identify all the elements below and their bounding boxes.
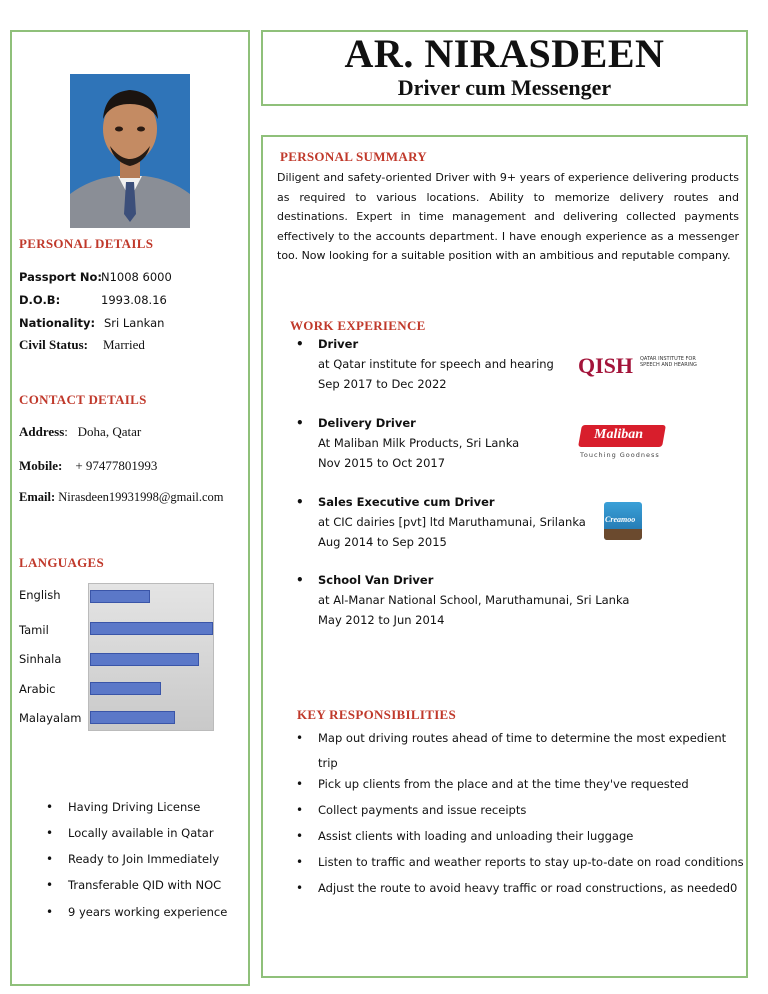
passport-value: N1008 6000 (101, 270, 172, 284)
extra-item: • Ready to Join Immediately (68, 852, 219, 866)
civil-status-label: Civil Status: (19, 337, 88, 352)
creamoo-logo (604, 502, 642, 540)
creamoo-logo-bottom (604, 529, 642, 540)
profile-photo (70, 74, 190, 228)
language-bar-english (90, 590, 150, 603)
extra-item: • 9 years working experience (68, 905, 227, 919)
responsibility-item: • Listen to traffic and weather reports to stay up-to-date on road conditions (318, 855, 744, 869)
civil-status-value: Married (103, 337, 145, 352)
responsibility-item: • Collect payments and issue receipts (318, 803, 526, 817)
extra-item: • Locally available in Qatar (68, 826, 214, 840)
maliban-logo-text: Maliban (594, 427, 644, 442)
summary-text: Diligent and safety-oriented Driver with 9+ years of experience delivering products as required to various locations. Ability to memorize delivery routes and destinations. Expert in time management and delivering collected payments effectively to the accounts department. I have enough experience as a messenger too. Now looking for a suitable position with an ambitious and reputable company. (277, 171, 739, 262)
language-bar-malayalam (90, 711, 175, 724)
contact-details-heading: CONTACT DETAILS (19, 392, 147, 407)
job-place: At Maliban Milk Products, Sri Lanka (318, 436, 520, 450)
job-title: • School Van Driver (318, 573, 433, 587)
passport-label: Passport No: (19, 270, 102, 284)
dob-label: D.O.B: (19, 293, 61, 307)
job-title: • Sales Executive cum Driver (318, 495, 495, 509)
responsibility-item: • Adjust the route to avoid heavy traffic or road constructions, as needed0 (318, 881, 737, 895)
language-label-arabic: Arabic (19, 682, 56, 696)
job-place: at CIC dairies [pvt] ltd Maruthamunai, Srilanka (318, 515, 586, 529)
responsibility-item: • Assist clients with loading and unloading their luggage (318, 829, 633, 843)
language-bar-arabic (90, 682, 161, 695)
email-value[interactable]: Nirasdeen19931998@gmail.com (58, 490, 224, 504)
job-title: • Delivery Driver (318, 416, 416, 430)
person-silhouette-icon (70, 74, 190, 228)
work-experience-heading: WORK EXPERIENCE (290, 318, 426, 333)
email-label: Email: (19, 490, 56, 504)
language-label-sinhala: Sinhala (19, 652, 62, 666)
address-label: Address (19, 424, 65, 439)
job-place: at Qatar institute for speech and hearing (318, 357, 554, 371)
extra-item: • Having Driving License (68, 800, 200, 814)
language-bar-tamil (90, 622, 213, 635)
job-dates: Aug 2014 to Sep 2015 (318, 535, 447, 549)
qish-logo-subtext: QATAR INSTITUTE FOR SPEECH AND HEARING (640, 356, 697, 368)
language-label-english: English (19, 588, 61, 602)
nationality-label: Nationality: (19, 316, 96, 330)
creamoo-logo-text: Creamoo (605, 515, 636, 524)
mobile-value: + 97477801993 (75, 458, 158, 473)
mobile-label: Mobile: (19, 458, 63, 473)
dob-value: 1993.08.16 (101, 293, 167, 307)
maliban-logo (578, 424, 666, 460)
extra-item: • Transferable QID with NOC (68, 878, 221, 892)
summary-heading: PERSONAL SUMMARY (280, 149, 427, 164)
job-place: at Al-Manar National School, Maruthamunai, Sri Lanka (318, 593, 630, 607)
email-row (19, 490, 224, 505)
address-value: Doha, Qatar (77, 424, 142, 439)
responsibilities-heading: KEY RESPONSIBILITIES (297, 707, 457, 722)
personal-details-heading: PERSONAL DETAILS (19, 236, 154, 251)
maliban-logo-tagline: Touching Goodness (580, 451, 660, 459)
candidate-name: AR. NIRASDEEN (344, 31, 665, 76)
job-dates: Sep 2017 to Dec 2022 (318, 377, 447, 391)
language-label-tamil: Tamil (19, 623, 49, 637)
address-colon: : (64, 424, 75, 439)
job-dates: Nov 2015 to Oct 2017 (318, 456, 446, 470)
address-row (19, 424, 141, 440)
job-dates: May 2012 to Jun 2014 (318, 613, 445, 627)
languages-heading: LANGUAGES (19, 555, 105, 570)
responsibility-item: • Map out driving routes ahead of time to determine the most expedient trip (318, 726, 728, 776)
qish-logo-text: QISH (578, 353, 634, 378)
language-label-malayalam: Malayalam (19, 711, 82, 725)
candidate-role: Driver cum Messenger (397, 75, 612, 100)
mobile-row (19, 458, 157, 474)
nationality-value: Sri Lankan (104, 316, 165, 330)
qish-logo (578, 355, 698, 379)
responsibility-item: • Pick up clients from the place and at the time they've requested (318, 777, 689, 791)
language-bar-sinhala (90, 653, 199, 666)
job-title: • Driver (318, 337, 358, 351)
